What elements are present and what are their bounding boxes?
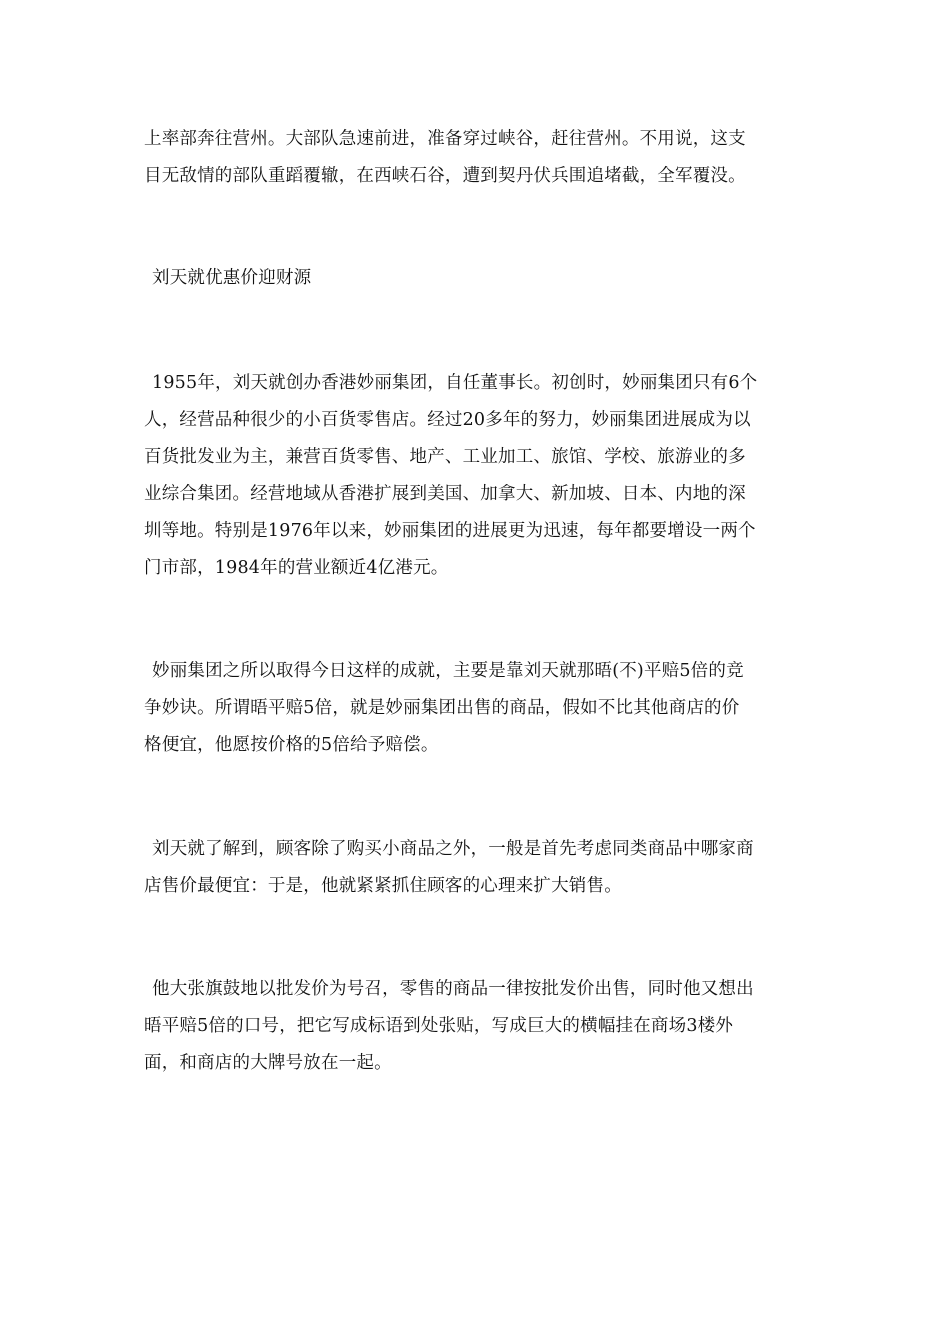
- paragraph-success-secret: [144, 653, 816, 764]
- section-heading: [144, 260, 816, 297]
- text-line: 门市部，1984年的营业额近4亿港元。: [144, 558, 449, 578]
- text-line: 人，经营品种很少的小百货零售店。经过20多年的努力，妙丽集团进展成为以: [144, 410, 751, 430]
- text-line: 百货批发业为主，兼营百货零售、地产、工业加工、旅馆、学校、旅游业的多: [144, 447, 746, 467]
- text-line: 业综合集团。经营地域从香港扩展到美国、加拿大、新加坡、日本、内地的深: [144, 484, 746, 504]
- paragraph-wholesale-slogan: [144, 971, 816, 1082]
- paragraph-march-to-yingzhou: [144, 121, 808, 195]
- heading-text: 刘天就优惠价迎财源: [152, 268, 312, 288]
- text-line: 争妙诀。所谓晤平赔5倍，就是妙丽集团出售的商品，假如不比其他商店的价: [144, 698, 740, 718]
- text-line: 晤平赔5倍的口号，把它写成标语到处张贴，写成巨大的横幅挂在商场3楼外: [144, 1016, 734, 1036]
- text-line: 妙丽集团之所以取得今日这样的成就，主要是靠刘天就那晤(不)平赔5倍的竞: [152, 661, 744, 681]
- text-line: 格便宜，他愿按价格的5倍给予赔偿。: [144, 735, 439, 755]
- text-line: 1955年，刘天就创办香港妙丽集团，自任董事长。初创时，妙丽集团只有6个: [152, 373, 758, 393]
- text-line: 店售价最便宜：于是，他就紧紧抓住顾客的心理来扩大销售。: [144, 876, 622, 896]
- paragraph-customer-insight: [144, 831, 816, 905]
- text-line: 面，和商店的大牌号放在一起。: [144, 1053, 392, 1073]
- paragraph-company-history: [144, 365, 816, 587]
- text-line: 目无敌情的部队重蹈覆辙，在西峡石谷，遭到契丹伏兵围追堵截，全军覆没。: [144, 166, 746, 186]
- text-line: 上率部奔往营州。大部队急速前进，准备穿过峡谷，赶往营州。不用说，这支: [144, 129, 746, 149]
- text-line: 刘天就了解到，顾客除了购买小商品之外，一般是首先考虑同类商品中哪家商: [152, 839, 754, 859]
- text-line: 他大张旗鼓地以批发价为号召，零售的商品一律按批发价出售，同时他又想出: [152, 979, 754, 999]
- text-line: 圳等地。特别是1976年以来，妙丽集团的进展更为迅速，每年都要增设一两个: [144, 521, 756, 541]
